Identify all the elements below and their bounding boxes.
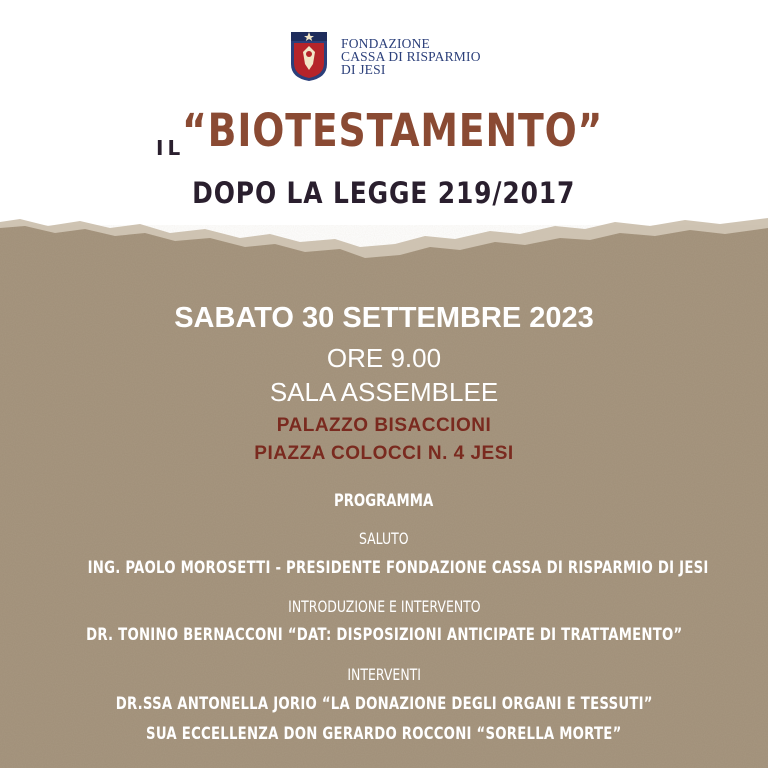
talk-2: SUA ECCELLENZA DON GERARDO ROCCONI “SORELLA MORTE” xyxy=(146,724,622,744)
talk-1: DR.SSA ANTONELLA JORIO “LA DONAZIONE DEGLI ORGANI E TESSUTI” xyxy=(115,694,653,714)
talks-label: INTERVENTI xyxy=(347,665,421,684)
intro-speaker: DR. TONINO BERNACCONI “DAT: DISPOSIZIONI ANTICIPATE DI TRATTAMENTO” xyxy=(85,625,683,645)
event-date: SABATO 30 SETTEMBRE 2023 xyxy=(174,302,594,334)
title-main: “BIOTESTAMENTO” xyxy=(182,104,604,157)
greeting-speaker: ING. PAOLO MOROSETTI - PRESIDENTE FONDAZIONE CASSA DI RISPARMIO DI JESI xyxy=(87,558,709,578)
intro-label: INTRODUZIONE E INTERVENTO xyxy=(287,597,481,616)
program-heading: PROGRAMMA xyxy=(334,491,434,511)
subtitle-text: DOPO LA LEGGE 219/2017 xyxy=(192,176,576,210)
event-subtitle xyxy=(0,176,768,210)
crest-icon xyxy=(289,30,329,82)
event-room: SALA ASSEMBLEE xyxy=(269,377,499,407)
title-prefix: IL xyxy=(156,136,185,160)
event-time: ORE 9.00 xyxy=(326,343,442,373)
event-title xyxy=(0,104,768,174)
logo-line-3: DI JESI xyxy=(341,61,386,77)
logo-line-1: FONDAZIONE xyxy=(341,35,430,51)
logo-line-2: CASSA DI RISPARMIO xyxy=(341,48,481,64)
greeting-label: SALUTO xyxy=(359,529,409,548)
foundation-logo xyxy=(289,30,481,82)
event-address: PIAZZA COLOCCI N. 4 JESI xyxy=(254,443,514,464)
event-venue: PALAZZO BISACCIONI xyxy=(276,415,492,436)
